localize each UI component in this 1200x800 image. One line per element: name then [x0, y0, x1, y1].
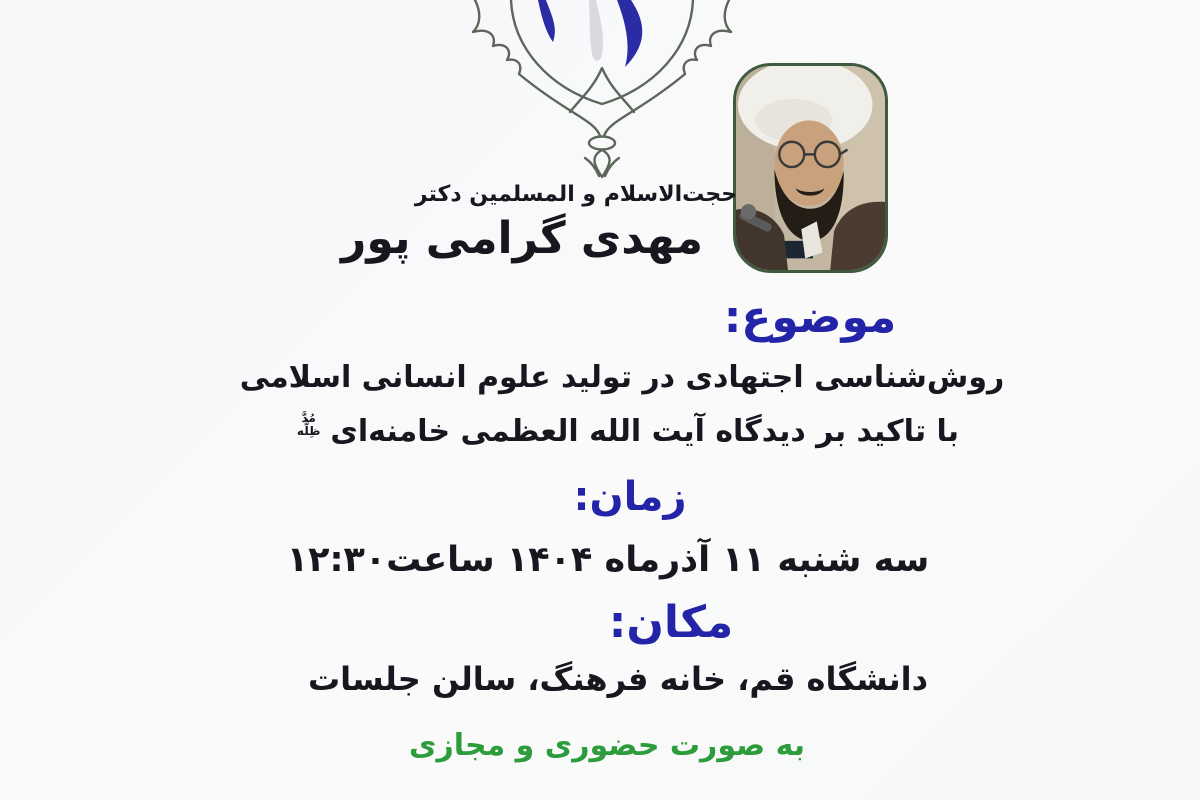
attendance-note: به صورت حضوری و مجازی [408, 728, 806, 763]
subject-line-2-text: با تاکید بر دیدگاه آیت الله العظمی خامنه‌ای [330, 414, 960, 449]
emblem-calligraphy-stroke-faint [589, 0, 603, 61]
subject-line-1: روش‌شناسی اجتهادی در تولید علوم انسانی اسلامی [239, 360, 1005, 395]
speaker-photo [733, 63, 888, 273]
location-label: مکان: [608, 597, 734, 648]
honorific-seal-bottom: ظِلُّه [296, 424, 321, 438]
honorific-seal [297, 412, 320, 438]
emblem-frame-outline [473, 0, 731, 177]
emblem-calligraphy-stroke [538, 0, 555, 42]
time-value: سه شنبه ۱۱ آذرماه ۱۴۰۴ ساعت۱۲:۳۰ [286, 540, 930, 580]
speaker-portrait-graphic [736, 66, 885, 270]
speaker-title-line: حجت‌الاسلام و المسلمین دکتر [414, 182, 738, 207]
subject-label: موضوع: [723, 292, 897, 343]
subject-line-2 [296, 410, 960, 449]
honorific-seal-top: مُدَّ [301, 410, 316, 425]
emblem-calligraphy-stroke [617, 0, 642, 67]
time-label: زمان: [573, 474, 687, 520]
speaker-name: مهدی گرامی پور [341, 213, 703, 264]
location-value: دانشگاه قم، خانه فرهنگ، سالن جلسات [307, 660, 929, 698]
university-emblem-icon [455, 0, 750, 180]
